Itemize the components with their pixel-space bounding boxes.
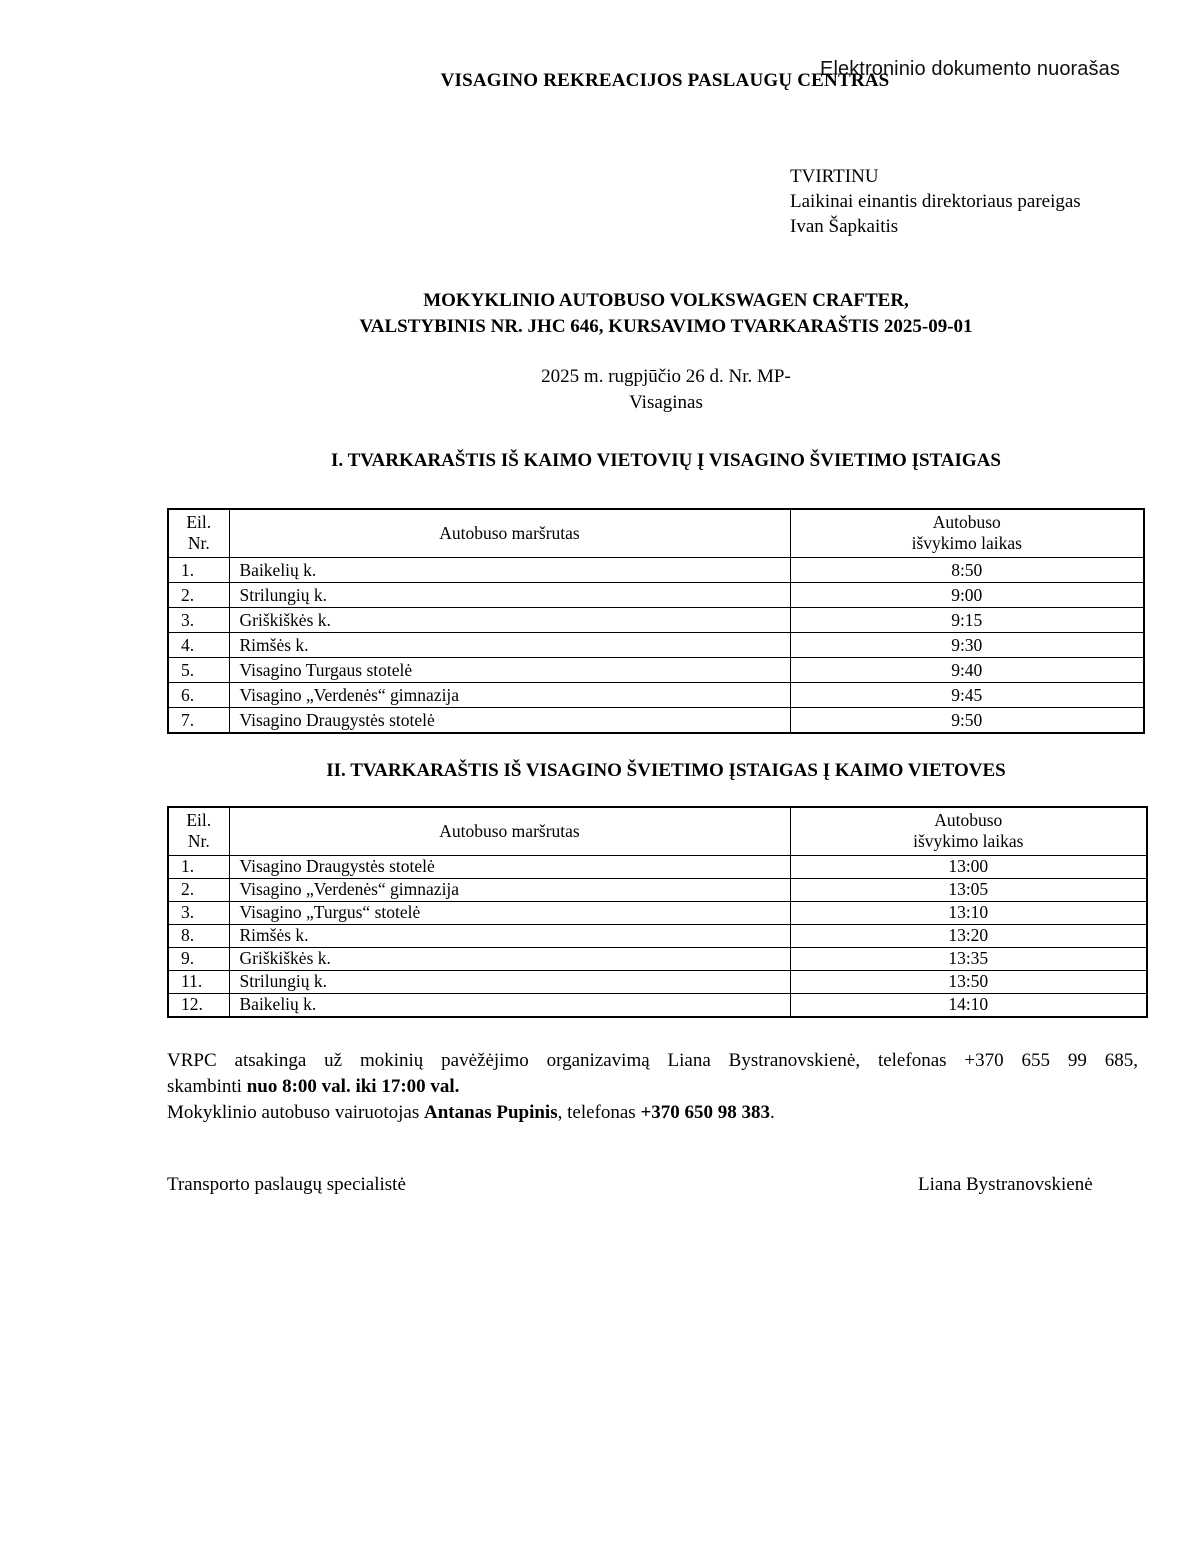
departure-time: 14:10: [790, 993, 1147, 1017]
table-row: [168, 557, 1144, 582]
table-header-row: [168, 509, 1144, 557]
row-number: 3.: [168, 901, 229, 924]
table-row: [168, 947, 1147, 970]
document-date: 2025 m. rugpjūčio 26 d. Nr. MP-: [541, 366, 791, 387]
approval-label: TVIRTINU: [790, 166, 879, 187]
departure-time: 13:50: [790, 970, 1147, 993]
departure-time: 9:40: [790, 657, 1144, 682]
table-body: [168, 557, 1144, 733]
row-number: 4.: [168, 632, 229, 657]
departure-time: 8:50: [790, 557, 1144, 582]
departure-time: 9:15: [790, 607, 1144, 632]
organization-name: VISAGINO REKREACIJOS PASLAUGŲ CENTRAS: [440, 70, 890, 91]
approver-title: Laikinai einantis direktoriaus pareigas: [790, 191, 1081, 212]
schedule-table-2: [167, 806, 1148, 1018]
table-row: [168, 632, 1144, 657]
departure-time: 9:00: [790, 582, 1144, 607]
route-stop: Baikelių k.: [229, 993, 790, 1017]
table-row: [168, 901, 1147, 924]
header-time: Autobuso išvykimo laikas: [790, 807, 1147, 855]
title-line-2: VALSTYBINIS NR. JHC 646, KURSAVIMO TVARKARAŠTIS 2025-09-01: [359, 316, 973, 337]
table-row: [168, 855, 1147, 878]
signatory-position: Transporto paslaugų specialistė: [167, 1174, 406, 1195]
section-1-heading: I. TVARKARAŠTIS IŠ KAIMO VIETOVIŲ Į VISAGINO ŠVIETIMO ĮSTAIGAS: [331, 450, 1001, 471]
header-route: Autobuso maršrutas: [229, 509, 790, 557]
table-row: [168, 607, 1144, 632]
driver-name: Antanas Pupinis: [424, 1102, 558, 1123]
route-stop: Strilungių k.: [229, 582, 790, 607]
route-stop: Visagino „Turgus“ stotelė: [229, 901, 790, 924]
route-stop: Rimšės k.: [229, 924, 790, 947]
route-stop: Baikelių k.: [229, 557, 790, 582]
document-title: [166, 288, 1166, 340]
table-row: [168, 993, 1147, 1017]
table-row: [168, 878, 1147, 901]
departure-time: 9:50: [790, 707, 1144, 733]
row-number: 6.: [168, 682, 229, 707]
row-number: 11.: [168, 970, 229, 993]
route-stop: Rimšės k.: [229, 632, 790, 657]
call-hours: nuo 8:00 val. iki 17:00 val.: [246, 1076, 460, 1097]
hours-line: skambinti nuo 8:00 val. iki 17:00 val.: [167, 1076, 460, 1097]
table-body: [168, 855, 1147, 1017]
departure-time: 13:35: [790, 947, 1147, 970]
table-row: [168, 924, 1147, 947]
table-header-row: [168, 807, 1147, 855]
header-nr: Eil. Nr.: [168, 807, 229, 855]
document-place: Visaginas: [629, 392, 703, 413]
table-row: [168, 582, 1144, 607]
row-number: 2.: [168, 582, 229, 607]
departure-time: 9:45: [790, 682, 1144, 707]
route-stop: Visagino Draugystės stotelė: [229, 707, 790, 733]
schedule-table-1: [167, 508, 1145, 734]
departure-time: 13:10: [790, 901, 1147, 924]
route-stop: Visagino Turgaus stotelė: [229, 657, 790, 682]
signatory-name: Liana Bystranovskienė: [918, 1174, 1093, 1195]
driver-phone: +370 650 98 383: [640, 1102, 771, 1123]
approver-name: Ivan Šapkaitis: [790, 216, 899, 237]
header-time: Autobuso išvykimo laikas: [790, 509, 1144, 557]
route-stop: Griškiškės k.: [229, 607, 790, 632]
route-stop: Visagino Draugystės stotelė: [229, 855, 790, 878]
table-row: [168, 707, 1144, 733]
header-route: Autobuso maršrutas: [229, 807, 790, 855]
route-stop: Strilungių k.: [229, 970, 790, 993]
table-row: [168, 657, 1144, 682]
departure-time: 13:20: [790, 924, 1147, 947]
row-number: 7.: [168, 707, 229, 733]
section-2-heading: II. TVARKARAŠTIS IŠ VISAGINO ŠVIETIMO ĮSTAIGAS Į KAIMO VIETOVES: [326, 760, 1006, 781]
route-stop: Visagino „Verdenės“ gimnazija: [229, 878, 790, 901]
row-number: 9.: [168, 947, 229, 970]
route-stop: Griškiškės k.: [229, 947, 790, 970]
route-stop: Visagino „Verdenės“ gimnazija: [229, 682, 790, 707]
table-row: [168, 970, 1147, 993]
departure-time: 13:00: [790, 855, 1147, 878]
row-number: 8.: [168, 924, 229, 947]
coordinator-line: VRPC atsakinga už mokinių pavėžėjimo organizavimą Liana Bystranovskienė, telefonas +370 655 99 685,: [167, 1050, 1138, 1071]
row-number: 1.: [168, 557, 229, 582]
departure-time: 9:30: [790, 632, 1144, 657]
row-number: 5.: [168, 657, 229, 682]
approval-block: [790, 164, 1081, 239]
title-line-1: MOKYKLINIO AUTOBUSO VOLKSWAGEN CRAFTER,: [423, 290, 909, 311]
table-row: [168, 682, 1144, 707]
row-number: 3.: [168, 607, 229, 632]
electronic-copy-stamp: Elektroninio dokumento nuorašas: [820, 58, 1120, 80]
row-number: 2.: [168, 878, 229, 901]
row-number: 1.: [168, 855, 229, 878]
row-number: 12.: [168, 993, 229, 1017]
header-nr: Eil. Nr.: [168, 509, 229, 557]
document-meta: [166, 364, 1166, 416]
driver-line: Mokyklinio autobuso vairuotojas Antanas Pupinis, telefonas +370 650 98 383.: [167, 1102, 775, 1123]
contact-notes: [167, 1048, 1138, 1126]
departure-time: 13:05: [790, 878, 1147, 901]
